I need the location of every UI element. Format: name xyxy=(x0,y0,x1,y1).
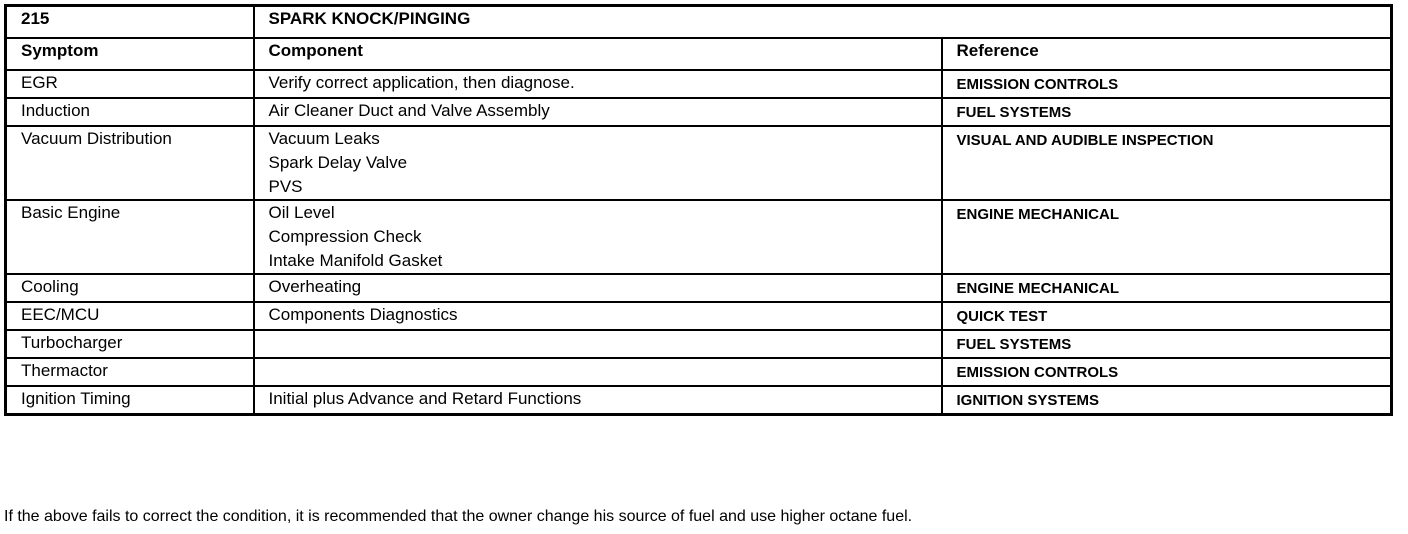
symptom-cell: Thermactor xyxy=(6,358,254,386)
diagnostic-table xyxy=(4,4,1393,416)
column-header-symptom: Symptom xyxy=(6,38,254,70)
reference-text: VISUAL AND AUDIBLE INSPECTION xyxy=(956,132,1214,149)
reference-cell xyxy=(942,302,1392,330)
table-header-row xyxy=(6,6,1392,39)
component-item: Compression Check xyxy=(268,227,422,246)
footnote: If the above fails to correct the condition, it is recommended that the owner change his source of fuel and use higher octane fuel. xyxy=(4,508,913,525)
table-row xyxy=(6,330,1392,358)
symptom-cell: Vacuum Distribution xyxy=(6,126,254,200)
symptom-cell: Cooling xyxy=(6,274,254,302)
reference-text: EMISSION CONTROLS xyxy=(956,76,1119,93)
table-row xyxy=(6,274,1392,302)
component-item: Air Cleaner Duct and Valve Assembly xyxy=(268,101,550,120)
symptom-cell: Ignition Timing xyxy=(6,386,254,415)
symptom-cell: EGR xyxy=(6,70,254,98)
component-cell xyxy=(254,98,942,126)
reference-cell xyxy=(942,358,1392,386)
reference-cell xyxy=(942,274,1392,302)
component-cell xyxy=(254,274,942,302)
table-row xyxy=(6,200,1392,274)
component-item: Components Diagnostics xyxy=(268,305,458,324)
procedure-code: 215 xyxy=(6,6,254,39)
component-cell xyxy=(254,126,942,200)
component-item: Vacuum Leaks xyxy=(268,129,380,148)
symptom-cell: EEC/MCU xyxy=(6,302,254,330)
table-row xyxy=(6,302,1392,330)
reference-text: IGNITION SYSTEMS xyxy=(956,392,1100,409)
column-header-reference: Reference xyxy=(942,38,1392,70)
reference-text: EMISSION CONTROLS xyxy=(956,364,1119,381)
reference-text: FUEL SYSTEMS xyxy=(956,336,1072,353)
reference-cell xyxy=(942,126,1392,200)
component-item: Oil Level xyxy=(268,203,335,222)
component-item: Intake Manifold Gasket xyxy=(268,251,443,270)
symptom-cell: Turbocharger xyxy=(6,330,254,358)
table-body xyxy=(6,70,1392,415)
component-item: PVS xyxy=(268,177,303,196)
diagnostic-table-container xyxy=(4,4,1390,416)
reference-cell xyxy=(942,200,1392,274)
reference-cell xyxy=(942,386,1392,415)
table-row xyxy=(6,98,1392,126)
table-row xyxy=(6,126,1392,200)
component-cell xyxy=(254,358,942,386)
table-row xyxy=(6,70,1392,98)
reference-cell xyxy=(942,70,1392,98)
symptom-cell: Basic Engine xyxy=(6,200,254,274)
component-item: Initial plus Advance and Retard Functions xyxy=(268,389,582,408)
procedure-title: SPARK KNOCK/PINGING xyxy=(254,6,1392,39)
column-header-component: Component xyxy=(254,38,942,70)
component-item: Overheating xyxy=(268,277,362,296)
component-cell xyxy=(254,70,942,98)
component-cell xyxy=(254,330,942,358)
reference-cell xyxy=(942,98,1392,126)
reference-text: FUEL SYSTEMS xyxy=(956,104,1072,121)
column-header-row xyxy=(6,38,1392,70)
component-cell xyxy=(254,200,942,274)
reference-text: ENGINE MECHANICAL xyxy=(956,206,1120,223)
component-cell xyxy=(254,302,942,330)
component-cell xyxy=(254,386,942,415)
component-item: Spark Delay Valve xyxy=(268,153,408,172)
reference-cell xyxy=(942,330,1392,358)
reference-text: ENGINE MECHANICAL xyxy=(956,280,1120,297)
symptom-cell: Induction xyxy=(6,98,254,126)
table-row xyxy=(6,358,1392,386)
table-row xyxy=(6,386,1392,415)
reference-text: QUICK TEST xyxy=(956,308,1048,325)
component-item: Verify correct application, then diagnose. xyxy=(268,73,575,92)
